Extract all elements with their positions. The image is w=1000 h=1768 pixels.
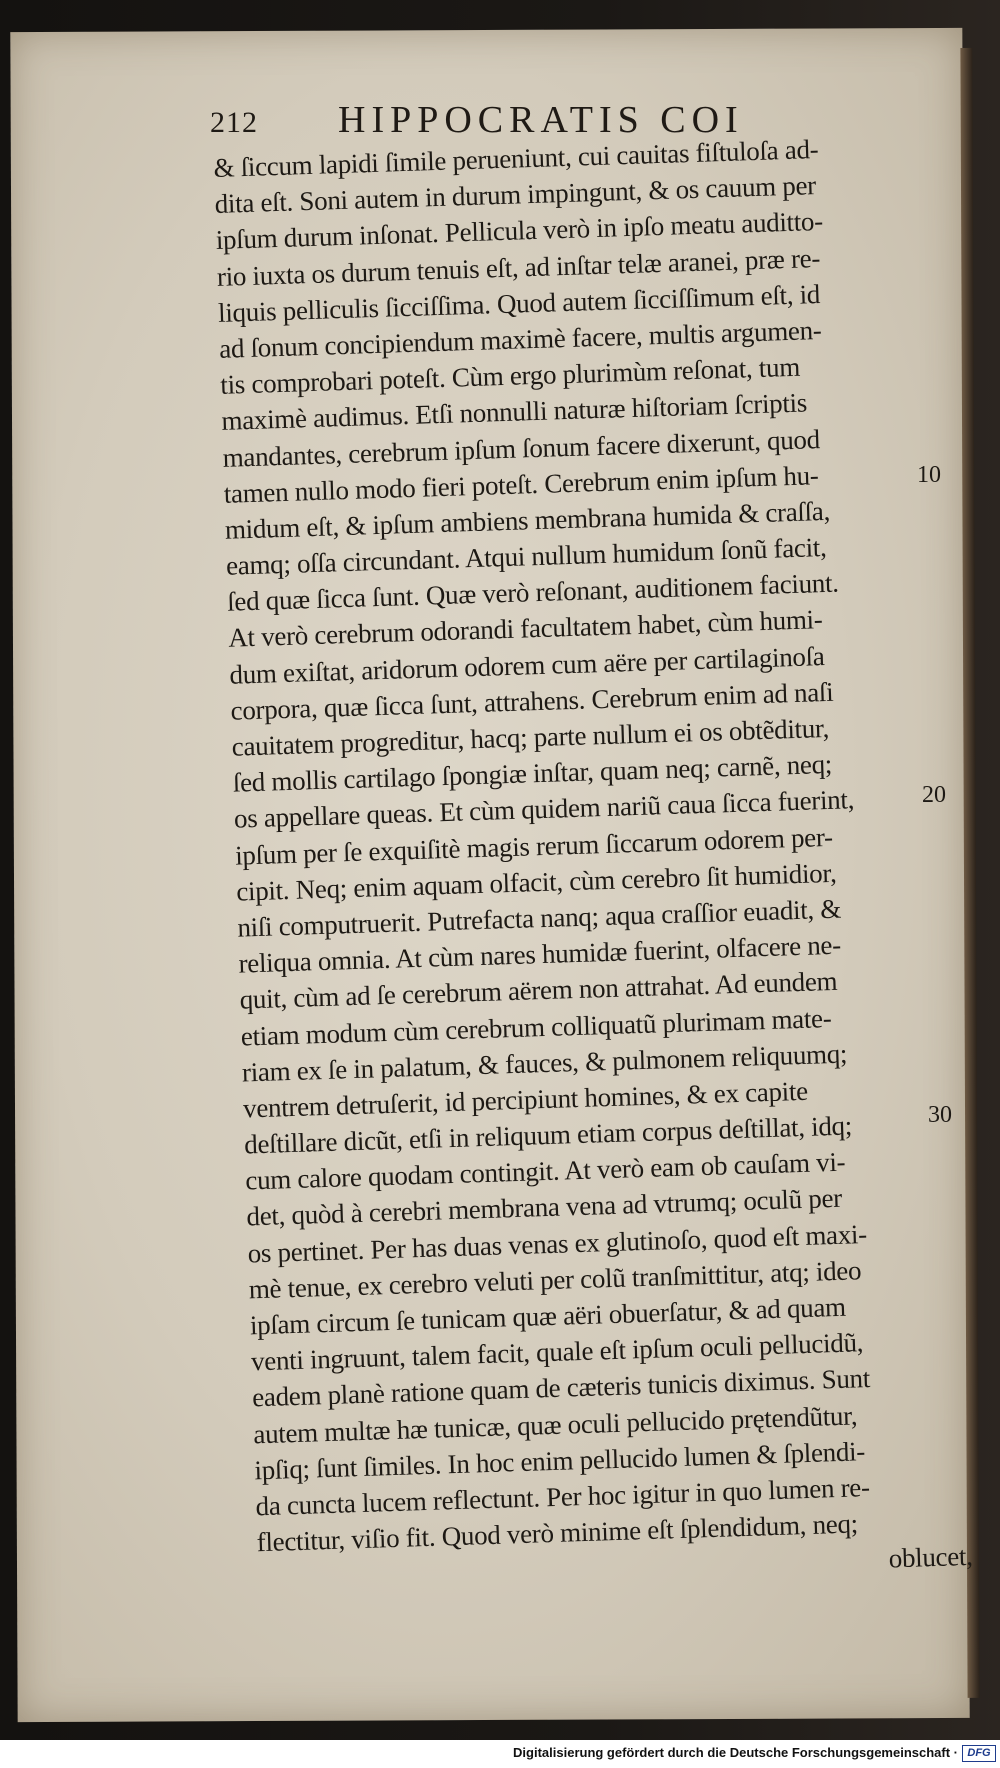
text-line: tamen nullo modo fieri poteſt. Cerebrum enim ipſum hu- — [223, 459, 819, 509]
text-line: eamq; oſſa circundant. Atqui nullum humidum ſonũ facit, — [225, 531, 827, 581]
text-line: midum eſt, & ipſum ambiens membrana humida & craſſa, — [224, 495, 831, 545]
text-line: & ſiccum lapidi ſimile perueniunt, cui cauitas fiſtuloſa ad- — [213, 133, 819, 183]
text-line: eadem planè ratione quam de cæteris tunicis diximus. Sunt — [251, 1363, 871, 1413]
text-line: tis comprobari poteſt. Cùm ergo plurimùm reſonat, tum — [219, 351, 801, 401]
text-line: det, quòd à cerebri membrana vena ad vtrumq; oculũ per — [246, 1183, 843, 1232]
text-line: ſed mollis cartilago ſpongiæ inſtar, quam neq; carnẽ, neq; — [232, 749, 833, 798]
text-line: etiam modum cùm cerebrum colliquatũ plurimam mate- — [240, 1002, 832, 1052]
text-line: cum calore quodam contingit. At verò eam ob cauſam vi- — [244, 1146, 846, 1196]
text-line: ipſiq; ſunt ſimiles. In hoc enim pellucido lumen & ſplendi- — [254, 1435, 866, 1486]
text-line: os pertinet. Per has duas venas ex glutinoſo, quod eſt maxi- — [247, 1218, 868, 1269]
text-line: riam ex ſe in palatum, & fauces, & pulmonem reliquumq; — [241, 1038, 848, 1088]
text-line: ipſum durum inſonat. Pellicula verò in ipſo meatu auditto- — [215, 206, 824, 256]
text-line: maximè audimus. Etſi nonnulli naturæ hiſtoriam ſcriptis — [221, 387, 808, 437]
page-number: 212 — [210, 106, 258, 139]
text-line: liquis pelliculis ſicciſſima. Quod autem ſicciſſimum eſt, id — [217, 278, 821, 328]
text-line: mè tenue, ex cerebro veluti per colũ tranſmittitur, atq; ideo — [248, 1255, 862, 1305]
dfg-logo-icon: DFG — [962, 1745, 996, 1762]
text-line: mandantes, cerebrum ipſum ſonum facere dixerunt, quod — [222, 423, 821, 473]
text-line: niſi computruerit. Putrefacta nanq; aqua craſſior euadit, & — [236, 893, 842, 943]
text-line: ipſum per ſe exquiſitè magis rerum ſiccarum odorem per- — [234, 821, 834, 871]
text-line: reliqua omnia. At cùm nares humidæ fuerint, olfacere ne- — [238, 929, 842, 979]
text-line: ventrem detruſerit, id percipiunt homines, & ex capite — [242, 1075, 809, 1124]
text-line: venti ingruunt, talem facit, quale eſt ipſum oculi pellucidũ, — [250, 1327, 864, 1377]
text-line: ad ſonum concipiendum maximè facere, multis argumen- — [218, 314, 822, 364]
text-line: os appellare queas. Et cùm quidem nariũ caua ſicca fuerint, — [233, 784, 855, 835]
text-line: ipſam circum ſe tunicam quæ aëri obuerſatur, & ad quam — [249, 1291, 847, 1341]
text-line: quit, cùm ad ſe cerebrum aërem non attrahat. Ad eundem — [239, 966, 838, 1015]
text-line: cipit. Neq; enim aquam olfacit, cùm cerebro ſit humidior, — [235, 857, 837, 907]
text-line: dum exiſtat, aridorum odorem cum aëre per cartilaginoſa — [229, 640, 825, 690]
text-line: flectitur, viſio fit. Quod verò minime eſt ſplendidum, neq; — [256, 1508, 859, 1558]
text-line: autem multæ hæ tunicæ, quæ oculi pellucido prętendũtur, — [252, 1399, 858, 1449]
text-line: rio iuxta os durum tenuis eſt, ad inſtar telæ aranei, præ re- — [216, 242, 821, 292]
main-text-block — [213, 128, 973, 1597]
text-line: At verò cerebrum odorandi facultatem habet, cùm humi- — [227, 604, 823, 654]
catchword: oblucet, — [888, 1541, 974, 1574]
margin-line-number: 10 — [917, 462, 941, 488]
running-head-title: HIPPOCRATIS COI — [338, 99, 744, 141]
funding-credit: Digitalisierung gefördert durch die Deutsche Forschungsgemeinschaft · — [513, 1745, 958, 1760]
text-line: dita eſt. Soni autem in durum impingunt, & os cauum per — [214, 170, 817, 220]
margin-line-number: 30 — [928, 1102, 952, 1128]
digitization-footer — [0, 1740, 1000, 1768]
margin-line-number: 20 — [922, 782, 946, 808]
text-line: cauitatem progreditur, hacq; parte nullum ei os obtẽditur, — [231, 712, 830, 762]
text-line: da cuncta lucem reflectunt. Per hoc igitur in quo lumen re- — [255, 1471, 871, 1522]
text-line: ſed quæ ſicca ſunt. Quæ verò reſonant, auditionem faciunt. — [226, 567, 840, 618]
text-line: deſtillare dicũt, etſi in reliquum etiam corpus deſtillat, idq; — [243, 1110, 853, 1160]
text-line: corpora, quæ ſicca ſunt, attrahens. Cerebrum enim ad naſi — [230, 676, 834, 726]
